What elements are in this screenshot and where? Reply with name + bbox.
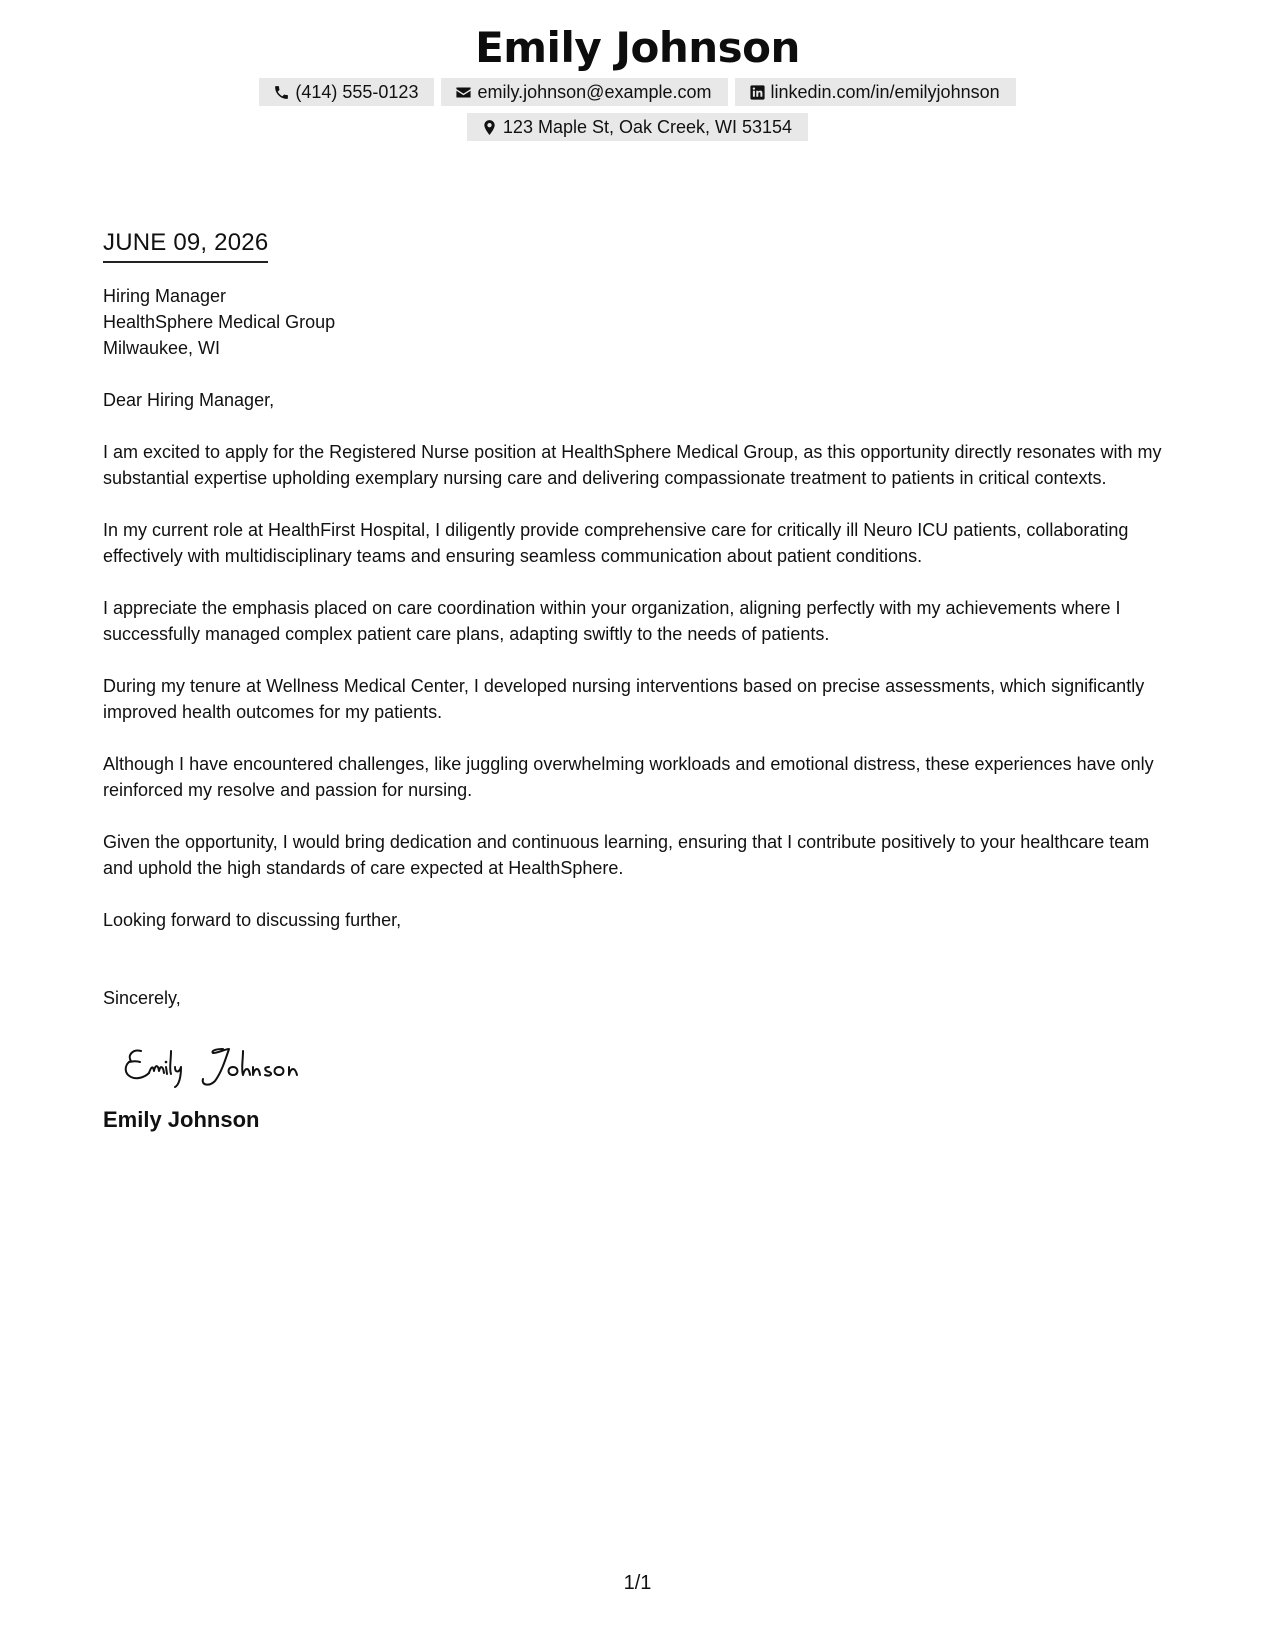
phone-icon xyxy=(273,84,290,101)
phone-text: (414) 555-0123 xyxy=(295,81,419,102)
envelope-icon xyxy=(455,84,472,101)
email-text: emily.johnson@example.com xyxy=(477,81,712,102)
map-pin-icon xyxy=(481,119,498,136)
page-number: 1/1 xyxy=(623,1572,652,1594)
contact-email[interactable] xyxy=(441,78,727,106)
paragraph: During my tenure at Wellness Medical Center, I developed nursing interventions based on precise assessments, which significantly improved health outcomes for my patients. xyxy=(103,676,1145,722)
signoff: Sincerely, xyxy=(103,988,181,1008)
applicant-name: Emily Johnson xyxy=(475,23,800,72)
handwritten-signature xyxy=(119,1037,359,1093)
paragraph: Although I have encountered challenges, like juggling overwhelming workloads and emotional distress, these experiences have only reinforced my resolve and passion for nursing. xyxy=(103,754,1154,800)
letter-date: JUNE 09, 2026 xyxy=(103,226,268,263)
recipient-company: HealthSphere Medical Group xyxy=(103,312,336,332)
signed-name: Emily Johnson xyxy=(103,1107,260,1132)
recipient-location: Milwaukee, WI xyxy=(103,338,221,358)
contact-linkedin[interactable] xyxy=(735,78,1016,106)
letter-header xyxy=(0,22,1275,141)
paragraph: In my current role at HealthFirst Hospital, I diligently provide comprehensive care for critically ill Neuro ICU patients, collaborating effectively with multidisciplinary teams and ensuring seamless communication about patient conditions. xyxy=(103,520,1129,566)
contact-row-secondary xyxy=(0,113,1275,141)
recipient-title: Hiring Manager xyxy=(103,286,227,306)
paragraph: I appreciate the emphasis placed on care coordination within your organization, aligning perfectly with my achievements where I successfully managed complex patient care plans, adapting swiftly to the needs of patients. xyxy=(103,598,1121,644)
paragraph: I am excited to apply for the Registered Nurse position at HealthSphere Medical Group, as this opportunity directly resonates with my substantial expertise upholding exemplary nursing care and delivering compassionate treatment to patients in critical contexts. xyxy=(103,442,1162,488)
letter-body xyxy=(103,226,1178,1135)
contact-row-primary xyxy=(0,78,1275,106)
salutation: Dear Hiring Manager, xyxy=(103,390,275,410)
paragraph: Given the opportunity, I would bring dedication and continuous learning, ensuring that I contribute positively to your healthcare team and uphold the high standards of care expected at HealthSphere. xyxy=(103,832,1150,878)
recipient-block xyxy=(103,283,1178,361)
closing-line: Looking forward to discussing further, xyxy=(103,910,402,930)
linkedin-text: linkedin.com/in/emilyjohnson xyxy=(770,81,1000,102)
linkedin-icon xyxy=(749,84,766,101)
contact-address xyxy=(467,113,808,141)
contact-phone xyxy=(259,78,434,106)
address-text: 123 Maple St, Oak Creek, WI 53154 xyxy=(502,116,793,137)
